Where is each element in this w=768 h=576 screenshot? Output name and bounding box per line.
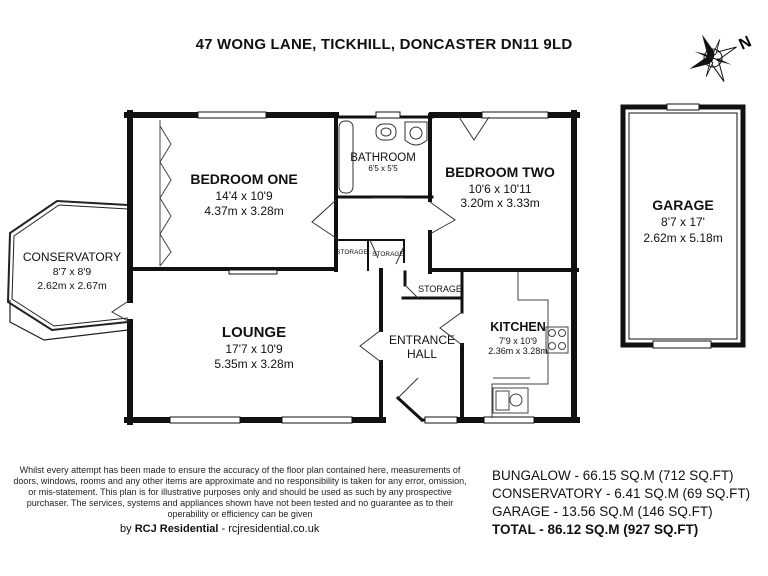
credit-line (120, 523, 319, 535)
kitchen-imperial: 7'9 x 10'9 (499, 336, 537, 346)
bedroom-one-name: BEDROOM ONE (190, 171, 298, 187)
garage-name: GARAGE (652, 197, 714, 213)
credit-separator: - (221, 523, 226, 535)
area-summary (492, 467, 750, 539)
credit-website: rcjresidential.co.uk (228, 523, 320, 535)
wardrobe (160, 120, 171, 266)
kitchen-name: KITCHEN (490, 320, 546, 334)
credit-company: RCJ Residential (134, 523, 219, 535)
area-conservatory: CONSERVATORY - 6.41 SQ.M (69 SQ.FT) (492, 486, 751, 501)
lounge-metric: 5.35m x 3.28m (214, 357, 294, 371)
garage-metric: 2.62m x 5.18m (643, 231, 723, 245)
compass-north-label: N (736, 33, 755, 54)
credit-prefix: by (120, 523, 132, 535)
disclaimer-text: Whilst every attempt has been made to ensure the accuracy of the floor plan contained here, measurements of doors, windows, rooms and any other items are approximate and no responsibility is taken for any error, omission, or mis-statement. This plan is for illustrative purposes only and should be used as such by any prospective purchaser. The services, systems and appliances shown have not been tested and no guarantee as to their operability or efficiency can be given (13, 465, 467, 519)
bedroom-two-imperial: 10'6 x 10'11 (468, 182, 532, 196)
conservatory-name: CONSERVATORY (22, 250, 122, 264)
bedroom-one-imperial: 14'4 x 10'9 (215, 189, 273, 203)
bathroom-name: BATHROOM (350, 152, 416, 164)
lounge-imperial: 17'7 x 10'9 (225, 342, 283, 356)
kitchen-metric: 2.36m x 3.28m (488, 346, 548, 356)
page-title: 47 WONG LANE, TICKHILL, DONCASTER DN11 9LD (195, 36, 573, 53)
compass-rose (678, 23, 747, 92)
area-bungalow: BUNGALOW - 66.15 SQ.M (712 SQ.FT) (492, 468, 734, 483)
entrance-hall-line2: HALL (406, 347, 438, 361)
bedroom-two-name: BEDROOM TWO (445, 164, 555, 180)
garage-imperial: 8'7 x 17' (661, 215, 705, 229)
conservatory-metric: 2.62m x 2.67m (37, 280, 107, 292)
conservatory-imperial: 8'7 x 8'9 (52, 266, 92, 278)
bedroom-one-metric: 4.37m x 3.28m (204, 204, 284, 218)
area-garage: GARAGE - 13.56 SQ.M (146 SQ.FT) (492, 504, 713, 519)
storage-2-label: STORAGE (372, 251, 404, 258)
lounge-name: LOUNGE (221, 324, 287, 341)
bathroom-imperial: 6'5 x 5'5 (368, 164, 398, 173)
storage-1-label: STORAGE (336, 249, 368, 256)
storage-3-label: STORAGE (418, 284, 462, 294)
entrance-hall-line1: ENTRANCE (388, 333, 456, 347)
bedroom-two-metric: 3.20m x 3.33m (460, 196, 540, 210)
area-total: TOTAL - 86.12 SQ.M (927 SQ.FT) (492, 522, 699, 537)
